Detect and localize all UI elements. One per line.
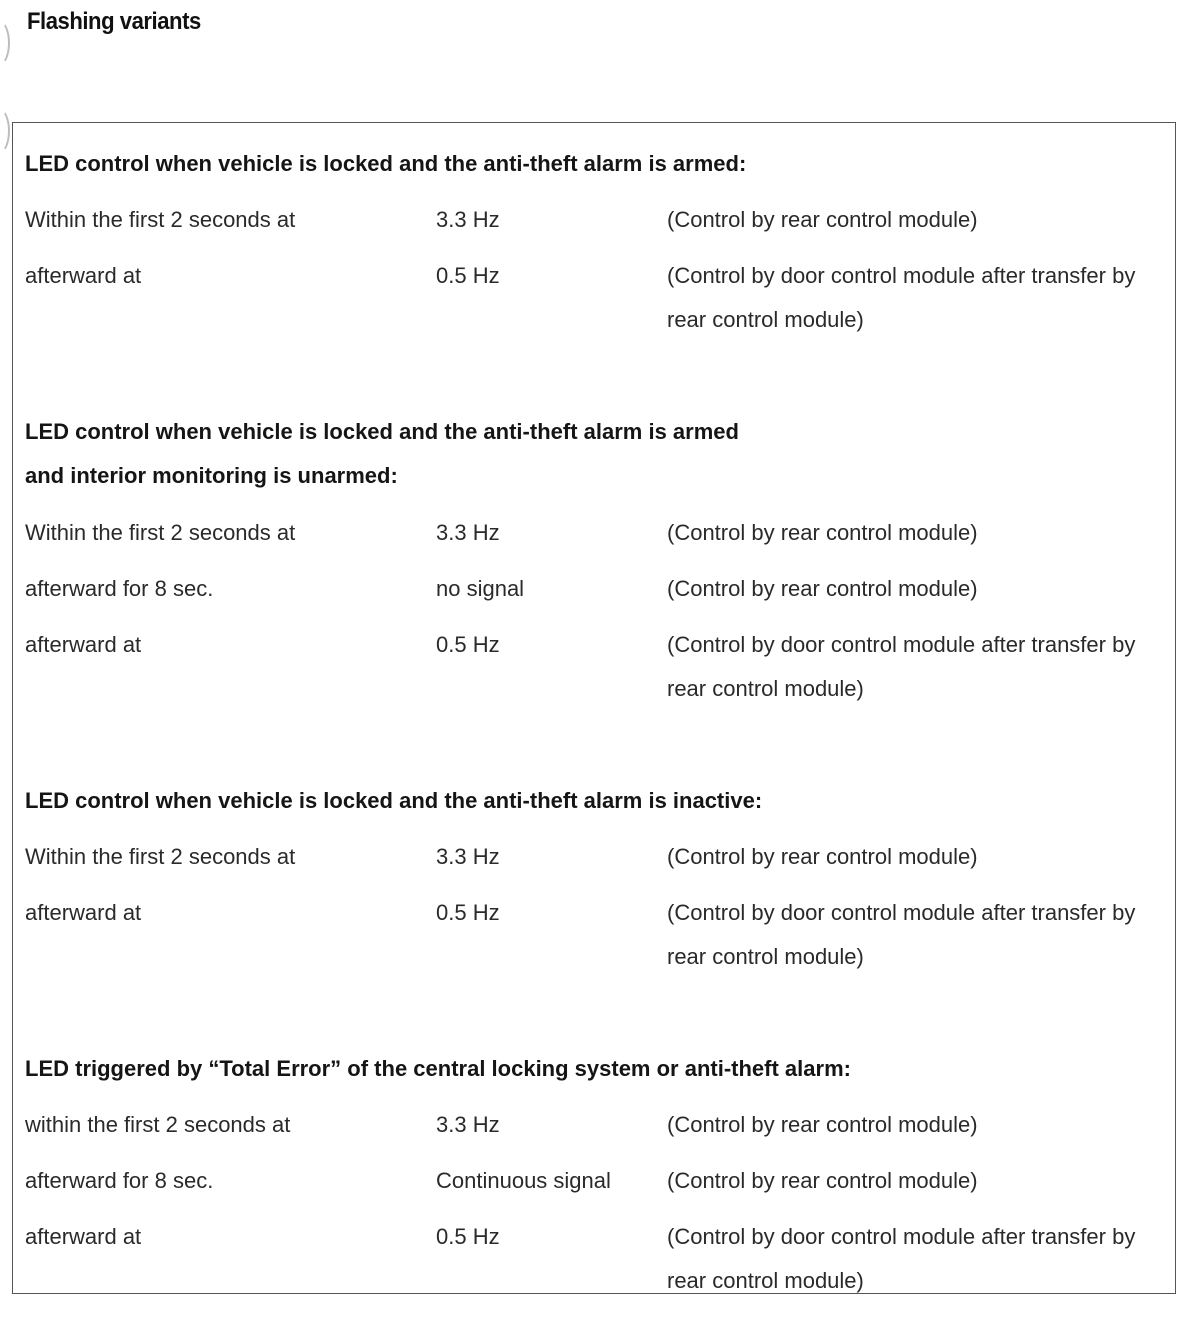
- control-note: (Control by door control module after transfer by rear control module): [667, 900, 1136, 969]
- control-note: (Control by rear control module): [667, 1168, 978, 1193]
- control-note: (Control by rear control module): [667, 207, 978, 232]
- section-heading-continued: and interior monitoring is unarmed:: [25, 463, 398, 488]
- section-heading: LED control when vehicle is locked and the anti-theft alarm is inactive:: [25, 788, 763, 813]
- frequency-text: no signal: [436, 576, 525, 601]
- frequency-text: 3.3 Hz: [436, 207, 500, 232]
- frequency-text: 3.3 Hz: [436, 844, 500, 869]
- page-title: Flashing variants: [27, 8, 201, 35]
- control-note: (Control by rear control module): [667, 576, 978, 601]
- control-note: (Control by door control module after transfer by rear control module): [667, 1224, 1136, 1293]
- condition-text: afterward at: [25, 263, 142, 288]
- control-note: (Control by rear control module): [667, 520, 978, 545]
- section-heading: LED control when vehicle is locked and the anti-theft alarm is armed: [25, 419, 739, 444]
- frequency-text: 0.5 Hz: [436, 900, 500, 925]
- condition-text: Within the first 2 seconds at: [25, 207, 296, 232]
- frequency-text: 0.5 Hz: [436, 632, 500, 657]
- binding-hole-mark: [0, 20, 10, 66]
- frequency-text: 3.3 Hz: [436, 1112, 500, 1137]
- frequency-text: 0.5 Hz: [436, 1224, 500, 1249]
- condition-text: afterward for 8 sec.: [25, 1168, 214, 1193]
- control-note: (Control by door control module after transfer by rear control module): [667, 263, 1136, 332]
- control-note: (Control by rear control module): [667, 1112, 978, 1137]
- control-note: (Control by rear control module): [667, 844, 978, 869]
- section-heading: LED triggered by “Total Error” of the central locking system or anti-theft alarm:: [25, 1056, 851, 1081]
- condition-text: afterward at: [25, 632, 142, 657]
- section-heading: LED control when vehicle is locked and the anti-theft alarm is armed:: [25, 151, 747, 176]
- binding-hole-mark: [0, 108, 10, 154]
- condition-text: afterward at: [25, 1224, 142, 1249]
- control-note: (Control by door control module after transfer by rear control module): [667, 632, 1136, 701]
- condition-text: afterward at: [25, 900, 142, 925]
- condition-text: Within the first 2 seconds at: [25, 844, 296, 869]
- condition-text: within the first 2 seconds at: [25, 1112, 291, 1137]
- condition-text: afterward for 8 sec.: [25, 576, 214, 601]
- frequency-text: 3.3 Hz: [436, 520, 500, 545]
- frequency-text: Continuous signal: [436, 1168, 611, 1193]
- condition-text: Within the first 2 seconds at: [25, 520, 296, 545]
- frequency-text: 0.5 Hz: [436, 263, 500, 288]
